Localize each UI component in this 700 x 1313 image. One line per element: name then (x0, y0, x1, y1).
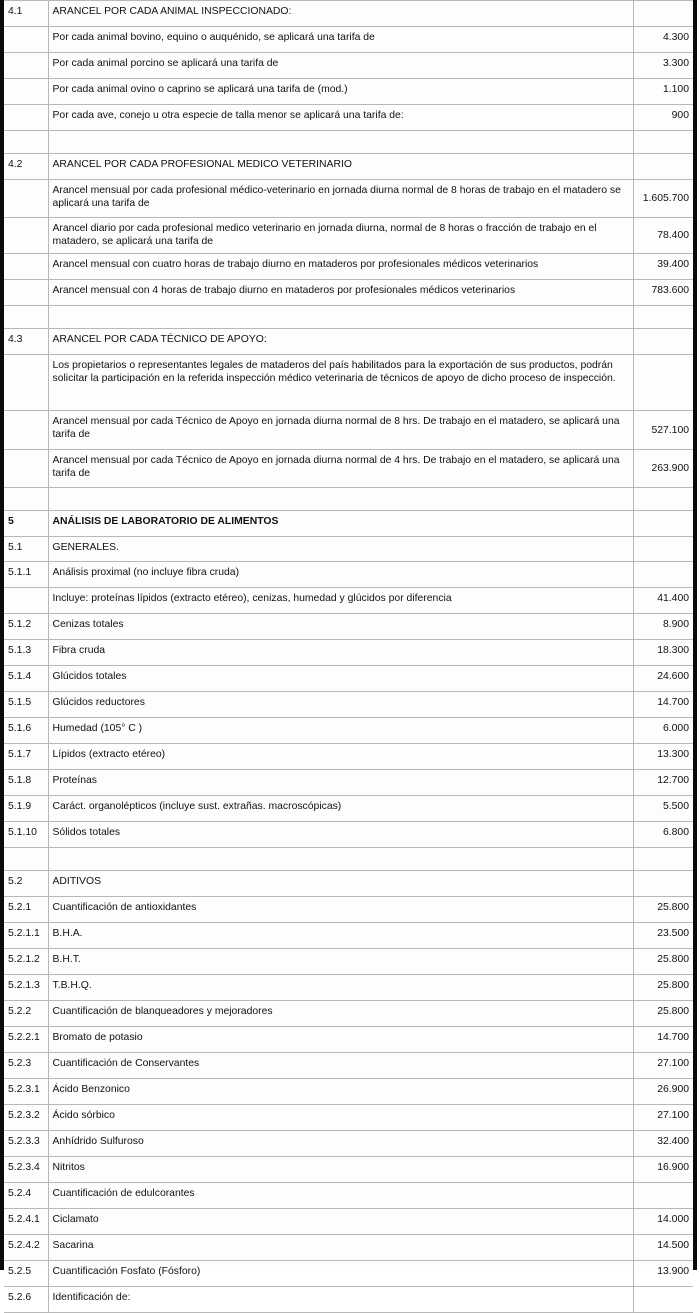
table-row (4, 640, 693, 666)
item-description: Arancel mensual por cada Técnico de Apoyo en jornada diurna normal de 8 hrs. De trabajo en el matadero, se aplicará una tarifa de (48, 411, 633, 450)
item-value (633, 562, 693, 588)
item-description: ARANCEL POR CADA ANIMAL INSPECCIONADO: (48, 1, 633, 27)
item-description: Los propietarios o representantes legales de mataderos del país habilitados para la exportación de sus productos, podrán solicitar la participación en la referida inspección médico veterinaria de técnicos de apoyo de dicho proceso de inspección. (48, 355, 633, 411)
tariff-table (4, 0, 693, 1313)
item-description: ARANCEL POR CADA TÉCNICO DE APOYO: (48, 329, 633, 355)
item-value: 27.100 (633, 1105, 693, 1131)
table-row (4, 79, 693, 105)
table-row (4, 1261, 693, 1287)
section-title-row (4, 511, 693, 537)
item-value: 13.900 (633, 1261, 693, 1287)
table-row (4, 744, 693, 770)
item-value: 900 (633, 105, 693, 131)
item-description: Anhídrido Sulfuroso (48, 1131, 633, 1157)
table-row (4, 537, 693, 562)
item-description: Por cada animal porcino se aplicará una tarifa de (48, 53, 633, 79)
item-value: 8.900 (633, 614, 693, 640)
item-description: Cuantificación de blanqueadores y mejoradores (48, 1001, 633, 1027)
item-code: 5.2.4.2 (4, 1235, 48, 1261)
item-value (633, 537, 693, 562)
item-code: 5.2.3.1 (4, 1079, 48, 1105)
item-description: Por cada animal ovino o caprino se aplicará una tarifa de (mod.) (48, 79, 633, 105)
item-description: Cuantificación de antioxidantes (48, 897, 633, 923)
item-value: 39.400 (633, 254, 693, 280)
item-value (633, 511, 693, 537)
item-value: 13.300 (633, 744, 693, 770)
item-value (633, 131, 693, 154)
item-description: Análisis proximal (no incluye fibra cruda) (48, 562, 633, 588)
item-description: Arancel mensual con cuatro horas de trabajo diurno en mataderos por profesionales médicos veterinarios (48, 254, 633, 280)
item-code (4, 254, 48, 280)
item-value (633, 1, 693, 27)
item-value: 263.900 (633, 450, 693, 488)
table-row (4, 105, 693, 131)
item-value (633, 871, 693, 897)
item-code (4, 218, 48, 254)
item-description: Cuantificación de Conservantes (48, 1053, 633, 1079)
item-description: Nitritos (48, 1157, 633, 1183)
item-code (4, 588, 48, 614)
item-code: 5.2.4.1 (4, 1209, 48, 1235)
item-description (48, 131, 633, 154)
item-code: 5.1.4 (4, 666, 48, 692)
item-description: Ácido sórbico (48, 1105, 633, 1131)
item-description: Arancel mensual por cada profesional médico-veterinario en jornada diurna normal de 8 horas de trabajo en el matadero se aplicará una tarifa de (48, 180, 633, 218)
item-code (4, 180, 48, 218)
item-code: 5.1.10 (4, 822, 48, 848)
item-code: 5.1.1 (4, 562, 48, 588)
item-description: Humedad (105° C ) (48, 718, 633, 744)
item-value: 25.800 (633, 1001, 693, 1027)
item-value: 26.900 (633, 1079, 693, 1105)
item-code: 5.1.7 (4, 744, 48, 770)
item-code: 5.2.4 (4, 1183, 48, 1209)
table-row (4, 1209, 693, 1235)
item-description: Glúcidos totales (48, 666, 633, 692)
item-code (4, 79, 48, 105)
item-code (4, 27, 48, 53)
item-code: 5.1.9 (4, 796, 48, 822)
item-description: Fibra cruda (48, 640, 633, 666)
item-description: T.B.H.Q. (48, 975, 633, 1001)
table-row (4, 614, 693, 640)
item-code: 5.2.3.2 (4, 1105, 48, 1131)
item-code: 5.2.5 (4, 1261, 48, 1287)
item-code: 5.2.1.1 (4, 923, 48, 949)
item-code: 5.2.3 (4, 1053, 48, 1079)
item-description: B.H.A. (48, 923, 633, 949)
item-value: 27.100 (633, 1053, 693, 1079)
item-value: 14.700 (633, 692, 693, 718)
item-code: 4.2 (4, 154, 48, 180)
table-row (4, 53, 693, 79)
item-description (48, 306, 633, 329)
item-value: 6.800 (633, 822, 693, 848)
item-value (633, 488, 693, 511)
item-description: Cenizas totales (48, 614, 633, 640)
item-code: 5.2.1.3 (4, 975, 48, 1001)
blank-row (4, 848, 693, 871)
item-value (633, 329, 693, 355)
item-code (4, 131, 48, 154)
item-code: 5.1.5 (4, 692, 48, 718)
item-code: 5.1.3 (4, 640, 48, 666)
table-row (4, 1079, 693, 1105)
table-row (4, 1001, 693, 1027)
item-value (633, 306, 693, 329)
item-code: 5.2.1 (4, 897, 48, 923)
item-value: 14.700 (633, 1027, 693, 1053)
item-description: Ciclamato (48, 1209, 633, 1235)
item-description: Identificación de: (48, 1287, 633, 1313)
item-code (4, 105, 48, 131)
item-value: 783.600 (633, 280, 693, 306)
item-code: 5 (4, 511, 48, 537)
item-description: ARANCEL POR CADA PROFESIONAL MEDICO VETERINARIO (48, 154, 633, 180)
item-code: 5.2.1.2 (4, 949, 48, 975)
item-code: 4.3 (4, 329, 48, 355)
table-row (4, 411, 693, 450)
table-row (4, 718, 693, 744)
item-code (4, 53, 48, 79)
item-code (4, 411, 48, 450)
item-value (633, 848, 693, 871)
item-description: Arancel diario por cada profesional medico veterinario en jornada diurna, normal de 8 horas o fracción de trabajo en el matadero, se aplicará una tarifa de (48, 218, 633, 254)
item-code: 5.2.3.3 (4, 1131, 48, 1157)
table-row (4, 1027, 693, 1053)
item-description: Glúcidos reductores (48, 692, 633, 718)
item-value (633, 1287, 693, 1313)
item-value: 41.400 (633, 588, 693, 614)
item-value: 14.000 (633, 1209, 693, 1235)
table-row (4, 218, 693, 254)
item-description: Sólidos totales (48, 822, 633, 848)
table-row (4, 1287, 693, 1313)
item-value: 5.500 (633, 796, 693, 822)
item-value (633, 355, 693, 411)
item-value: 25.800 (633, 897, 693, 923)
item-code: 5.1 (4, 537, 48, 562)
table-row (4, 692, 693, 718)
item-code: 5.1.6 (4, 718, 48, 744)
item-value: 4.300 (633, 27, 693, 53)
table-right-border (693, 0, 697, 1270)
table-row (4, 666, 693, 692)
item-value: 16.900 (633, 1157, 693, 1183)
item-code: 5.2.2 (4, 1001, 48, 1027)
item-code: 5.1.8 (4, 770, 48, 796)
section-header-row (4, 329, 693, 355)
item-value: 3.300 (633, 53, 693, 79)
item-description: ADITIVOS (48, 871, 633, 897)
table-row (4, 897, 693, 923)
item-description: ANÁLISIS DE LABORATORIO DE ALIMENTOS (48, 511, 633, 537)
table-row (4, 770, 693, 796)
item-description: Proteínas (48, 770, 633, 796)
item-value: 78.400 (633, 218, 693, 254)
item-value: 12.700 (633, 770, 693, 796)
table-row (4, 254, 693, 280)
item-code: 5.2.6 (4, 1287, 48, 1313)
item-description: Por cada animal bovino, equino o auquénido, se aplicará una tarifa de (48, 27, 633, 53)
item-code: 5.1.2 (4, 614, 48, 640)
item-description: Arancel mensual con 4 horas de trabajo diurno en mataderos por profesionales médicos veterinarios (48, 280, 633, 306)
item-value (633, 1183, 693, 1209)
table-row (4, 1183, 693, 1209)
table-row (4, 27, 693, 53)
table-row (4, 975, 693, 1001)
blank-row (4, 306, 693, 329)
table-row (4, 1157, 693, 1183)
item-value: 25.800 (633, 949, 693, 975)
item-code (4, 306, 48, 329)
section-header-row (4, 154, 693, 180)
table-row (4, 822, 693, 848)
item-code: 4.1 (4, 1, 48, 27)
item-description: B.H.T. (48, 949, 633, 975)
item-description (48, 848, 633, 871)
item-code (4, 848, 48, 871)
table-row (4, 923, 693, 949)
table-row (4, 871, 693, 897)
item-code: 5.2 (4, 871, 48, 897)
item-code: 5.2.3.4 (4, 1157, 48, 1183)
section-header-row (4, 1, 693, 27)
item-value: 6.000 (633, 718, 693, 744)
table-row (4, 280, 693, 306)
item-description: Incluye: proteínas lípidos (extracto etéreo), cenizas, humedad y glúcidos por diferencia (48, 588, 633, 614)
item-value: 527.100 (633, 411, 693, 450)
item-value: 25.800 (633, 975, 693, 1001)
table-row (4, 450, 693, 488)
item-description: Cuantificación Fosfato (Fósforo) (48, 1261, 633, 1287)
item-description: Por cada ave, conejo u otra especie de talla menor se aplicará una tarifa de: (48, 105, 633, 131)
item-description: Cuantificación de edulcorantes (48, 1183, 633, 1209)
item-value (633, 154, 693, 180)
table-row (4, 1053, 693, 1079)
table-row (4, 949, 693, 975)
item-description: Caráct. organolépticos (incluye sust. extrañas. macroscópicas) (48, 796, 633, 822)
item-description: Arancel mensual por cada Técnico de Apoyo en jornada diurna normal de 4 hrs. De trabajo en el matadero, se aplicará una tarifa de (48, 450, 633, 488)
item-value: 23.500 (633, 923, 693, 949)
item-description: Bromato de potasio (48, 1027, 633, 1053)
item-value: 18.300 (633, 640, 693, 666)
item-code (4, 450, 48, 488)
item-value: 14.500 (633, 1235, 693, 1261)
table-row (4, 355, 693, 411)
table-row (4, 1235, 693, 1261)
item-code (4, 488, 48, 511)
table-row (4, 562, 693, 588)
item-value: 24.600 (633, 666, 693, 692)
item-description: GENERALES. (48, 537, 633, 562)
item-code (4, 280, 48, 306)
blank-row (4, 488, 693, 511)
table-row (4, 1131, 693, 1157)
item-description: Ácido Benzonico (48, 1079, 633, 1105)
item-description: Lípidos (extracto etéreo) (48, 744, 633, 770)
item-value: 32.400 (633, 1131, 693, 1157)
item-value: 1.605.700 (633, 180, 693, 218)
item-value: 1.100 (633, 79, 693, 105)
table-row (4, 796, 693, 822)
item-code (4, 355, 48, 411)
table-row (4, 180, 693, 218)
blank-row (4, 131, 693, 154)
table-row (4, 588, 693, 614)
item-description (48, 488, 633, 511)
table-row (4, 1105, 693, 1131)
item-code: 5.2.2.1 (4, 1027, 48, 1053)
item-description: Sacarina (48, 1235, 633, 1261)
